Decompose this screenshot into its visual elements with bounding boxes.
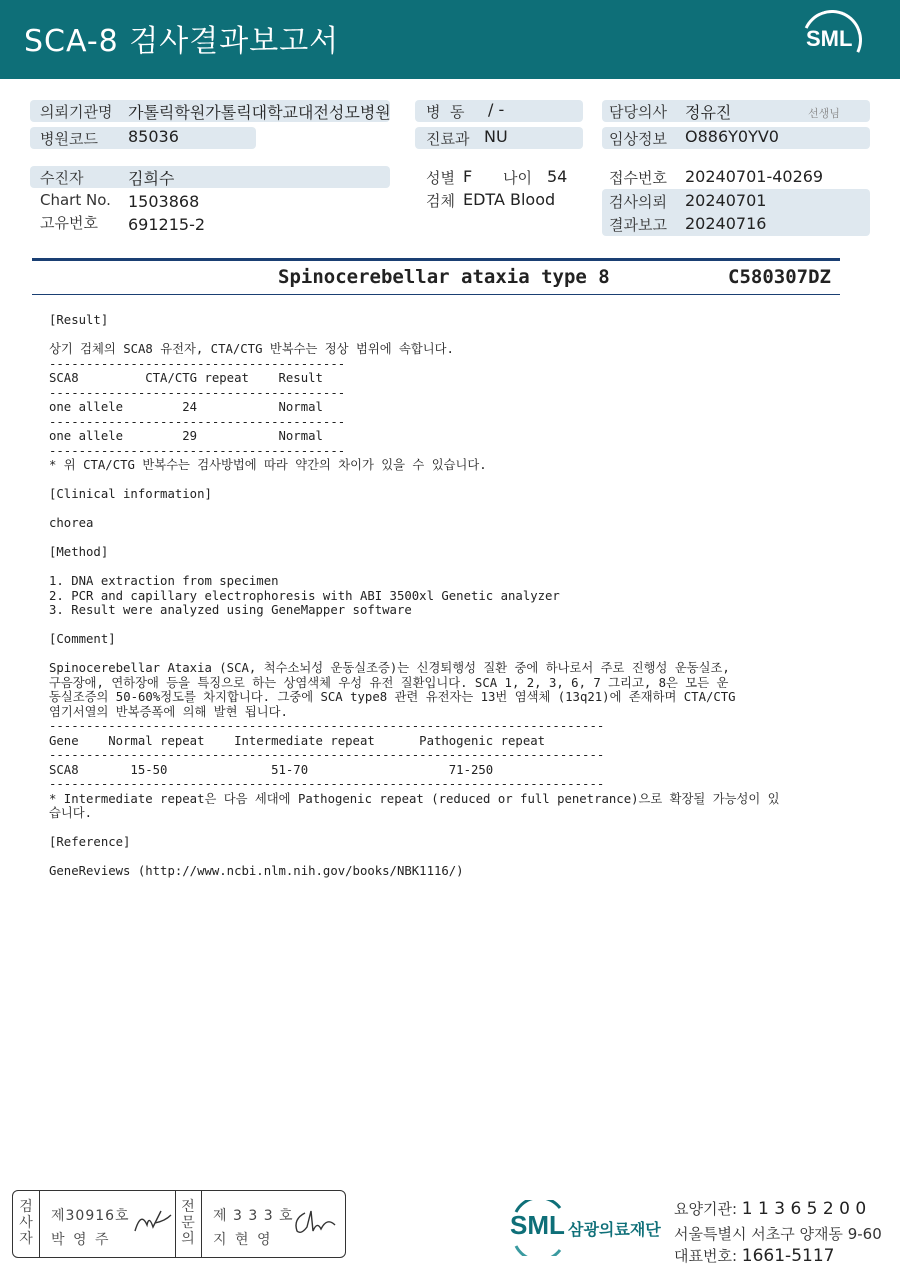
report-line <box>49 502 829 517</box>
test-rule-top <box>32 258 840 261</box>
footer-logo-ring-icon <box>510 1200 568 1256</box>
specimen-value: EDTA Blood <box>463 190 556 209</box>
report-line: --------------------------------------------------------------------------- <box>49 777 605 791</box>
report-line <box>49 531 829 546</box>
specialist-label: 전 문 의 <box>181 1199 195 1247</box>
examiner-label: 검 사 자 <box>19 1199 33 1247</box>
report-line: 상기 검체의 SCA8 유전자, CTA/CTG 반복수는 정상 범위에 속합니다. <box>49 342 454 356</box>
footer-address <box>674 1223 882 1244</box>
report-title: SCA-8 검사결과보고서 <box>24 24 340 59</box>
sex-value: F <box>463 167 473 186</box>
report-line: [Method] <box>49 545 109 559</box>
report-line: 염기서열의 반복증폭에 의해 발현 됩니다. <box>49 704 288 719</box>
ward-value: / - <box>488 100 505 119</box>
institution-label: 의뢰기관명 <box>40 103 113 121</box>
doctor-label: 담당의사 <box>609 103 667 121</box>
chart-value: 1503868 <box>128 192 200 211</box>
clinical-label: 임상정보 <box>609 130 667 148</box>
institution-value: 가톨릭학원가톨릭대학교대전성모병원 <box>128 103 391 122</box>
examiner-name: 박 영 주 <box>51 1232 111 1248</box>
id-label: 고유번호 <box>40 214 98 232</box>
report-body <box>49 313 829 879</box>
report-line: [Reference] <box>49 835 131 849</box>
patient-row <box>30 166 390 188</box>
report-line: one allele 29 Normal <box>49 429 323 443</box>
report-line: 습니다. <box>49 806 93 820</box>
report-line <box>49 328 829 343</box>
specialist-name: 지 현 영 <box>213 1232 273 1248</box>
sex-label: 성별 <box>426 169 455 187</box>
chart-label: Chart No. <box>40 191 111 209</box>
age-label: 나이 <box>503 169 532 187</box>
report-line: 2. PCR and capillary electrophoresis with ABI 3500xl Genetic analyzer <box>49 588 560 603</box>
examiner-number: 제30916호 <box>51 1208 130 1224</box>
report-line: 1. DNA extraction from specimen <box>49 574 279 588</box>
dept-value: NU <box>484 127 508 146</box>
report-line: ---------------------------------------- <box>49 414 346 429</box>
dept-label: 진료과 <box>426 130 470 148</box>
report-line: SCA8 15-50 51-70 71-250 <box>49 762 494 777</box>
report-line: 동실조증의 50-60%정도를 차지합니다. 그중에 SCA type8 관련 유전자는 13번 염색체 (13q21)에 존재하며 CTA/CTG <box>49 690 736 704</box>
footer-phone <box>674 1245 834 1266</box>
sml-logo: SML <box>802 10 862 70</box>
report-line: [Comment] <box>49 632 116 646</box>
patient-label: 수진자 <box>40 169 84 187</box>
report-line <box>49 850 829 865</box>
report-value: 20240716 <box>685 214 767 233</box>
test-code: C580307DZ <box>728 266 831 288</box>
report-line <box>49 647 829 662</box>
doctor-value: 정유진 <box>685 103 732 122</box>
specimen-label: 검체 <box>426 192 455 210</box>
id-value: 691215-2 <box>128 215 206 234</box>
age-value: 54 <box>547 167 568 186</box>
report-line: GeneReviews (http://www.ncbi.nlm.nih.gov/books/NBK1116/) <box>49 864 464 878</box>
test-name: Spinocerebellar ataxia type 8 <box>278 266 610 288</box>
footer-code <box>674 1198 866 1219</box>
request-value: 20240701 <box>685 191 767 210</box>
report-line: one allele 24 Normal <box>49 400 323 414</box>
footer-phone-value: 1661-5117 <box>741 1246 835 1266</box>
footer-code-label: 요양기관: <box>674 1200 738 1218</box>
specialist-number: 제 3 3 3 호 <box>213 1208 294 1224</box>
footer-phone-label: 대표번호: <box>674 1247 738 1265</box>
specialist-signature <box>291 1205 337 1239</box>
report-line: chorea <box>49 516 94 530</box>
hospital-code-label: 병원코드 <box>40 130 98 148</box>
clinical-value: O886Y0YV0 <box>685 127 779 146</box>
examiner-signature <box>131 1205 175 1237</box>
test-rule-bottom <box>32 294 840 295</box>
report-line: * 위 CTA/CTG 반복수는 검사방법에 따라 약간의 차이가 있을 수 있습니다. <box>49 458 487 472</box>
request-label: 검사의뢰 <box>609 193 667 211</box>
footer-address-text: 서울특별시 서초구 양재동 9-60 <box>674 1225 882 1243</box>
ward-label: 병 동 <box>426 103 465 121</box>
report-line: Gene Normal repeat Intermediate repeat Pathogenic repeat <box>49 733 546 748</box>
report-line: [Result] <box>49 313 109 327</box>
report-line: [Clinical information] <box>49 487 212 501</box>
reception-label: 접수번호 <box>609 169 667 187</box>
report-line: ---------------------------------------- <box>49 385 346 400</box>
report-line: 3. Result were analyzed using GeneMapper software <box>49 603 412 617</box>
signature-box <box>12 1190 346 1258</box>
report-line: --------------------------------------------------------------------------- <box>49 748 605 762</box>
report-line <box>49 821 829 836</box>
footer-code-value: 1 1 3 6 5 2 0 0 <box>741 1199 867 1219</box>
report-line <box>49 473 829 488</box>
footer-org-name: 삼광의료재단 <box>568 1220 661 1239</box>
report-line: SCA8 CTA/CTG repeat Result <box>49 371 323 385</box>
report-line: ---------------------------------------- <box>49 356 346 371</box>
report-line: --------------------------------------------------------------------------- <box>49 719 605 733</box>
report-line: 구음장애, 연하장애 등을 특징으로 하는 상염색체 우성 유전 질환입니다. SCA 1, 2, 3, 6, 7 그리고, 8은 모든 운 <box>49 675 729 690</box>
report-label: 결과보고 <box>609 216 667 234</box>
reception-value: 20240701-40269 <box>685 167 824 186</box>
report-line: * Intermediate repeat은 다음 세대에 Pathogenic repeat (reduced or full penetrance)으로 확장될 가능성이 있 <box>49 791 780 806</box>
report-line: ---------------------------------------- <box>49 443 346 458</box>
hospital-code-value: 85036 <box>128 127 179 146</box>
report-header <box>0 0 900 79</box>
footer-logo-text: SML <box>510 1210 565 1240</box>
doctor-suffix: 선생님 <box>808 107 840 120</box>
report-line <box>49 618 829 633</box>
report-line: Spinocerebellar Ataxia (SCA, 척수소뇌성 운동실조증)는 신경퇴행성 질환 중에 하나로서 주로 진행성 운동실조, <box>49 661 730 675</box>
report-line <box>49 560 829 575</box>
patient-value: 김희수 <box>128 169 175 188</box>
